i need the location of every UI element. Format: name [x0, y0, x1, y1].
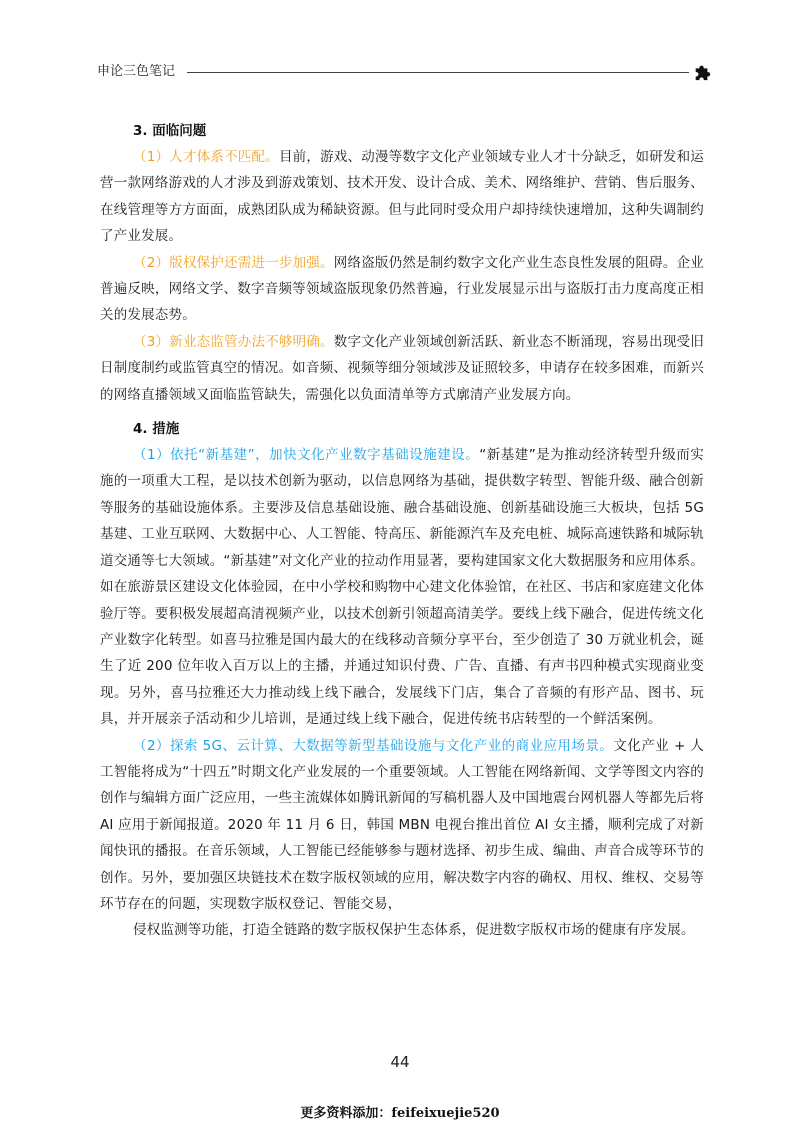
puzzle-piece-icon	[693, 63, 711, 81]
measure-paragraph-1	[100, 442, 704, 732]
problem-paragraph-1	[100, 144, 704, 250]
problem-label-2: （2）版权保护还需进一步加强。	[133, 254, 334, 271]
header-rule	[187, 72, 689, 73]
problem-label-3: （3）新业态监管办法不够明确。	[133, 333, 334, 350]
measure-label-1: （1）依托“新基建”，加快文化产业数字基础设施建设。	[133, 447, 480, 464]
problem-text-3: 数字文化产业领域创新活跃、新业态不断涌现，容易出现受旧日制度制约或监管真空的情况。如音频、视频等细分领域涉及证照较多，申请存在较多困难，而新兴的网络直播领域又面临监管缺失，需强化以负面清单等方式廓清产业发展方向。	[100, 333, 704, 403]
section-heading-measures: 4. 措施	[133, 421, 180, 438]
page-number: 44	[390, 1053, 410, 1071]
problem-text-2: 网络盗版仍然是制约数字文化产业生态良性发展的阻碍。企业普遍反映，网络文学、数字音频等领域盗版现象仍然普遍，行业发展显示出与盗版打击力度高度正相关的发展态势。	[100, 254, 704, 324]
page-header	[97, 62, 711, 82]
section-heading-problems: 3. 面临问题	[133, 123, 207, 139]
section-gap	[100, 408, 704, 416]
header-title: 申论三色笔记	[97, 62, 181, 82]
measure-paragraph-2	[100, 733, 704, 918]
problem-paragraph-2	[100, 250, 704, 329]
problem-label-1: （1）人才体系不匹配。	[133, 149, 279, 165]
measure-text-2: 文化产业 + 人工智能将成为“十四五”时期文化产业发展的一个重要领域。人工智能在网络新闻、文学等图文内容的创作与编辑方面广泛应用，一些主流媒体如腾讯新闻的写稿机器人及中国地震台网机器人等都先后将 AI 应用于新闻报道。2020 年 11 月 6 日，韩国 MBN 电视台推出首位 AI 女主播，顺利完成了对新闻快讯的播报。在音乐领域，人工智能已经能够参与题材选择、初步生成、编曲、声音合成等环节的创作。另外，要加强区块链技术在数字版权领域的应用，解决数字内容的确权、用权、维权、交易等环节存在的问题，实现数字版权登记、智能交易，	[100, 737, 704, 912]
measure-text-1: “新基建”是为推动经济转型升级而实施的一项重大工程，是以技术创新为驱动，以信息网络为基础，提供数字转型、智能升级、融合创新等服务的基础设施体系。主要涉及信息基础设施、融合基础设施、创新基础设施三大板块，包括 5G 基建、工业互联网、大数据中心、人工智能、特高压、新能源汽车及充电桩、城际高速铁路和城际轨道交通等七大领域。“新基建”对文化产业的拉动作用显著，要构建国家文化大数据服务和应用体系。如在旅游景区建设文化体验园，在中小学校和购物中心建文化体验馆，在社区、书店和家庭建文化体验厅等。要积极发展超高清视频产业，以技术创新引领超高清美学。要线上线下融合，促进传统文化产业数字化转型。如喜马拉雅是国内最大的在线移动音频分享平台，至少创造了 30 万就业机会，诞生了近 200 位年收入百万以上的主播，并通过知识付费、广告、直播、有声书四种模式实现商业变现。另外，喜马拉雅还大力推动线上线下融合，发展线下门店，集合了音频的有形产品、图书、玩具，并开展亲子活动和少儿培训，是通过线上线下融合，促进传统书店转型的一个鲜活案例。	[100, 447, 704, 728]
problem-text-1: 目前，游戏、动漫等数字文化产业领域专业人才十分缺乏，如研发和运营一款网络游戏的人才涉及到游戏策划、技术开发、设计合成、美术、网络维护、营销、售后服务、在线管理等方方面面，成熟团队成为稀缺资源。但与此同时受众用户却持续快速增加，这种失调制约了产业发展。	[100, 149, 705, 245]
closing-paragraph: 侵权监测等功能，打造全链路的数字版权保护生态体系，促进数字版权市场的健康有序发展。	[133, 922, 695, 939]
footer-note: 更多资料添加：feifeixuejie520	[300, 1106, 500, 1121]
measure-label-2: （2）探索 5G、云计算、大数据等新型基础设施与文化产业的商业应用场景。	[133, 737, 614, 754]
document-body	[100, 118, 704, 944]
problem-paragraph-3	[100, 329, 704, 408]
